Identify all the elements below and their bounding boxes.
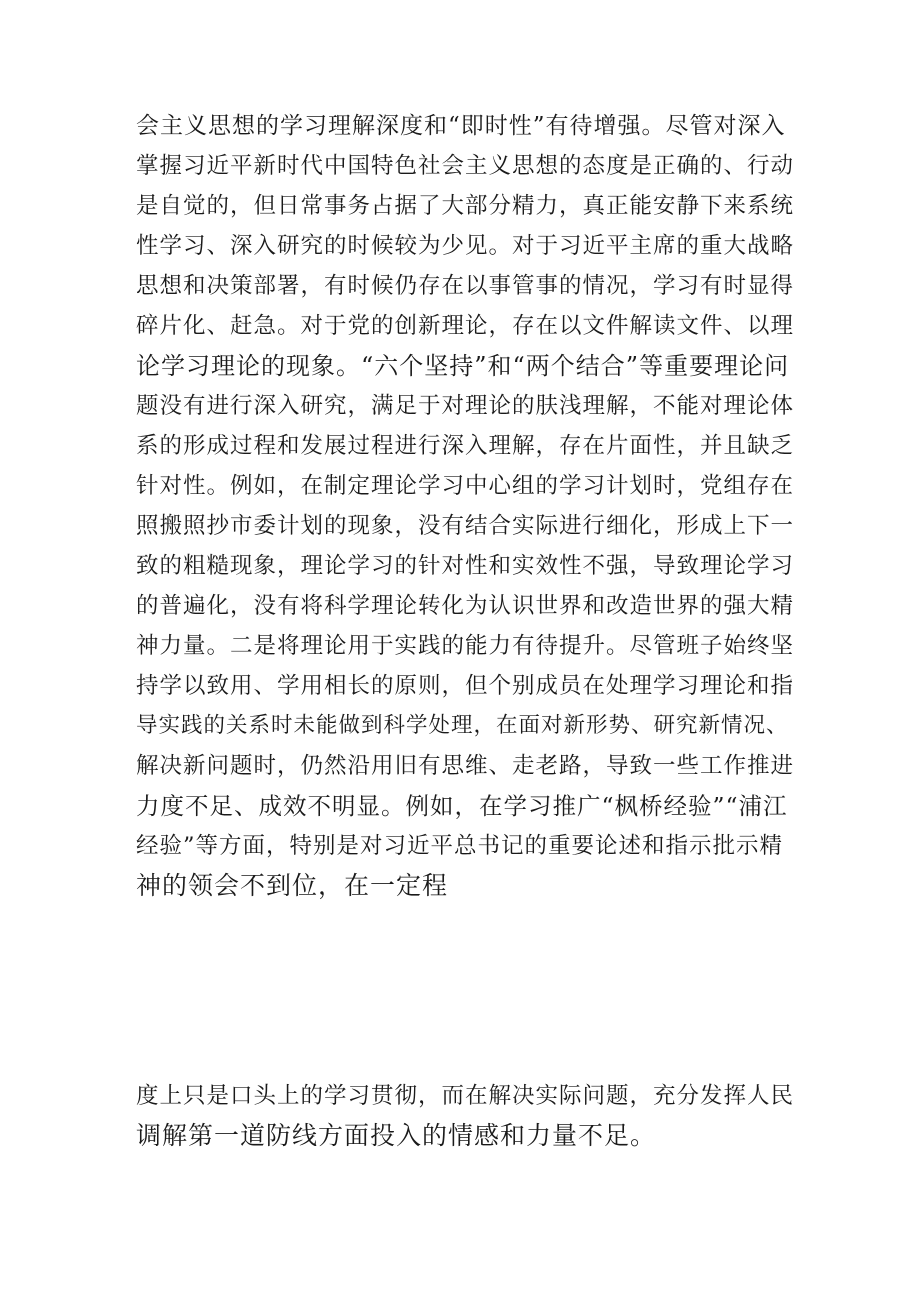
main-paragraph [136, 106, 796, 906]
text-line: 性学习、深入研究的时候较为少见。对于习近平主席的重大战略 [136, 233, 795, 259]
continued-paragraph [136, 1076, 796, 1156]
text-line: 度上只是口头上的学习贯彻，而在解决实际问题，充分发挥人民 [136, 1083, 795, 1109]
text-line: 思想和决策部署，有时候仍存在以事管事的情况，学习有时显得 [136, 273, 795, 299]
text-line: 论学习理论的现象。“六个坚持”和“两个结合”等重要理论问 [136, 352, 790, 380]
text-line: 碎片化、赶急。对于党的创新理论，存在以文件解读文件、以理 [136, 313, 795, 339]
text-line: 导实践的关系时未能做到科学处理，在面对新形势、研究新情况、 [136, 713, 789, 738]
text-line: 调解第一道防线方面投入的情感和力量不足。 [136, 1121, 657, 1150]
text-line: 解决新问题时，仍然沿用旧有思维、走老路，导致一些工作推进 [136, 753, 795, 779]
text-line: 掌握习近平新时代中国特色社会主义思想的态度是正确的、行动 [136, 153, 795, 179]
text-line: 是自觉的，但日常事务占据了大部分精力，真正能安静下来系统 [136, 193, 795, 219]
text-line: 针对性。例如，在制定理论学习中心组的学习计划时，党组存在 [136, 473, 795, 499]
text-line: 系的形成过程和发展过程进行深入理解，存在片面性，并且缺乏 [136, 433, 795, 459]
text-line: 致的粗糙现象，理论学习的针对性和实效性不强，导致理论学习 [136, 553, 795, 579]
text-line: 力度不足、成效不明显。例如，在学习推广“枫桥经验”“浦江 [136, 792, 788, 820]
text-line: 题没有进行深入研究，满足于对理论的肤浅理解，不能对理论体 [136, 393, 795, 419]
text-line: 神力量。二是将理论用于实践的能力有待提升。尽管班子始终坚 [136, 633, 795, 659]
text-line: 照搬照抄市委计划的现象，没有结合实际进行细化，形成上下一 [136, 513, 795, 539]
text-line: 神的领会不到位，在一定程 [136, 871, 449, 900]
text-line: 持学以致用、学用相长的原则，但个别成员在处理学习理论和指 [136, 673, 795, 699]
text-line: 的普遍化，没有将科学理论转化为认识世界和改造世界的强大精 [136, 593, 795, 619]
text-line: 会主义思想的学习理解深度和“即时性”有待增强。尽管对深入 [136, 113, 786, 139]
text-line: 经验”等方面，特别是对习近平总书记的重要论述和指示批示精 [136, 833, 784, 859]
